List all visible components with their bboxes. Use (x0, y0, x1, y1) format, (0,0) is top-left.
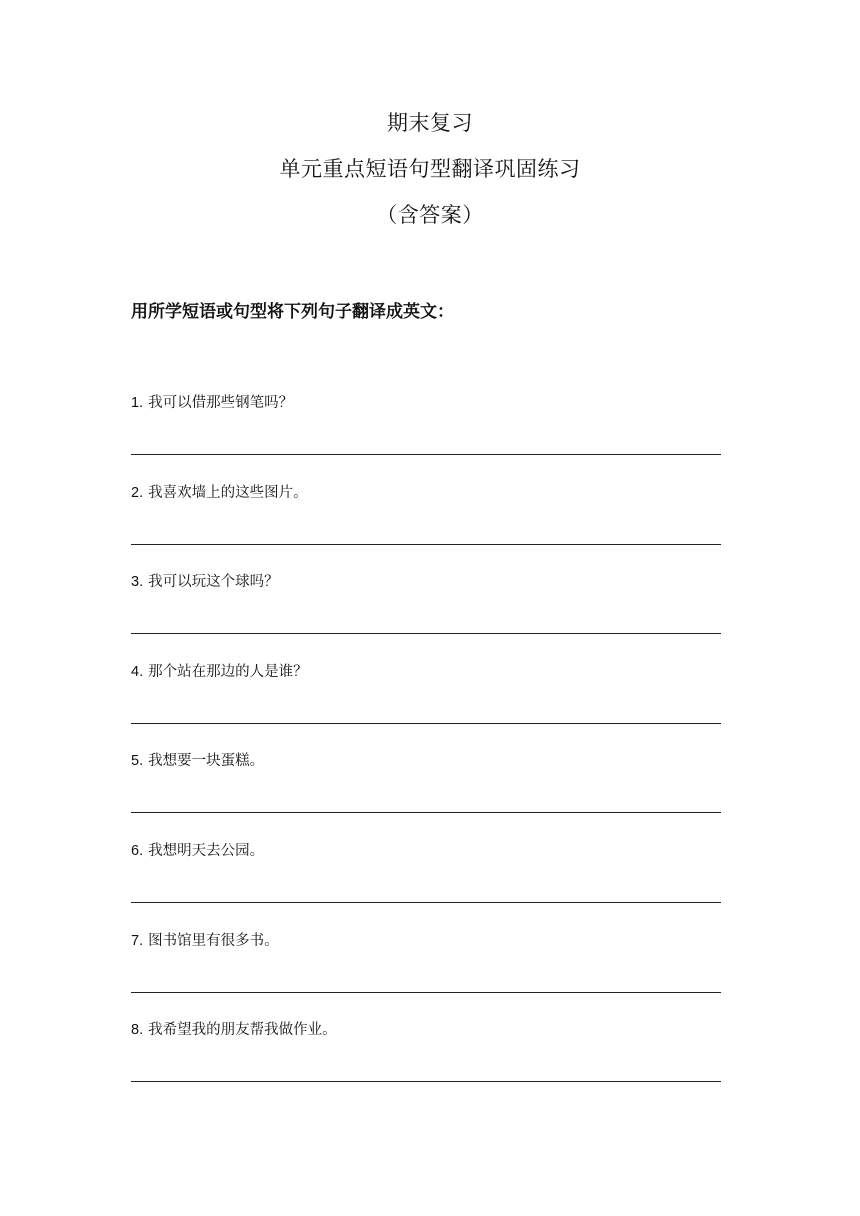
question-item (131, 394, 723, 484)
question-number: 1. (131, 395, 144, 411)
question-sentence: 我喜欢墙上的这些图片。 (148, 484, 308, 501)
answer-line (131, 633, 721, 634)
question-sentence: 那个站在那边的人是谁？ (148, 663, 308, 680)
question-number: 3. (131, 574, 144, 591)
question-number: 4. (131, 663, 144, 680)
question-item (131, 663, 723, 753)
question-item (131, 932, 723, 1022)
question-text (131, 752, 723, 770)
instruction-text: 用所学短语或句型将下列句子翻译成英文： (131, 302, 454, 322)
question-text (131, 932, 723, 950)
document-title (0, 112, 860, 250)
question-item (131, 573, 723, 663)
question-sentence: 图书馆里有很多书。 (148, 932, 279, 949)
question-item (131, 484, 723, 574)
answer-line (131, 1081, 721, 1082)
question-text (131, 394, 723, 412)
question-sentence: 我可以借那些钢笔吗？ (148, 395, 294, 411)
question-list (131, 394, 723, 1111)
answer-line (131, 454, 721, 455)
question-item (131, 752, 723, 842)
question-number: 5. (131, 753, 144, 770)
title-line-3: （含答案） (376, 203, 484, 227)
question-text (131, 573, 723, 591)
answer-line (131, 812, 721, 813)
question-number: 8. (131, 1022, 144, 1039)
question-text (131, 663, 723, 681)
answer-line (131, 992, 721, 993)
question-sentence: 我想要一块蛋糕。 (148, 753, 265, 770)
answer-line (131, 723, 721, 724)
answer-line (131, 902, 721, 903)
question-number: 7. (131, 932, 144, 949)
question-sentence: 我想明天去公园。 (148, 842, 265, 859)
question-item (131, 1021, 723, 1111)
question-text (131, 1021, 723, 1039)
question-number: 2. (131, 484, 144, 501)
question-sentence: 我希望我的朋友帮我做作业。 (148, 1022, 337, 1039)
question-text (131, 484, 723, 502)
answer-line (131, 544, 721, 545)
question-number: 6. (131, 842, 144, 859)
question-item (131, 842, 723, 932)
question-text (131, 842, 723, 860)
title-line-2: 单元重点短语句型翻译巩固练习 (279, 157, 581, 181)
title-line-1: 期末复习 (387, 111, 473, 135)
question-sentence: 我可以玩这个球吗？ (148, 574, 279, 591)
